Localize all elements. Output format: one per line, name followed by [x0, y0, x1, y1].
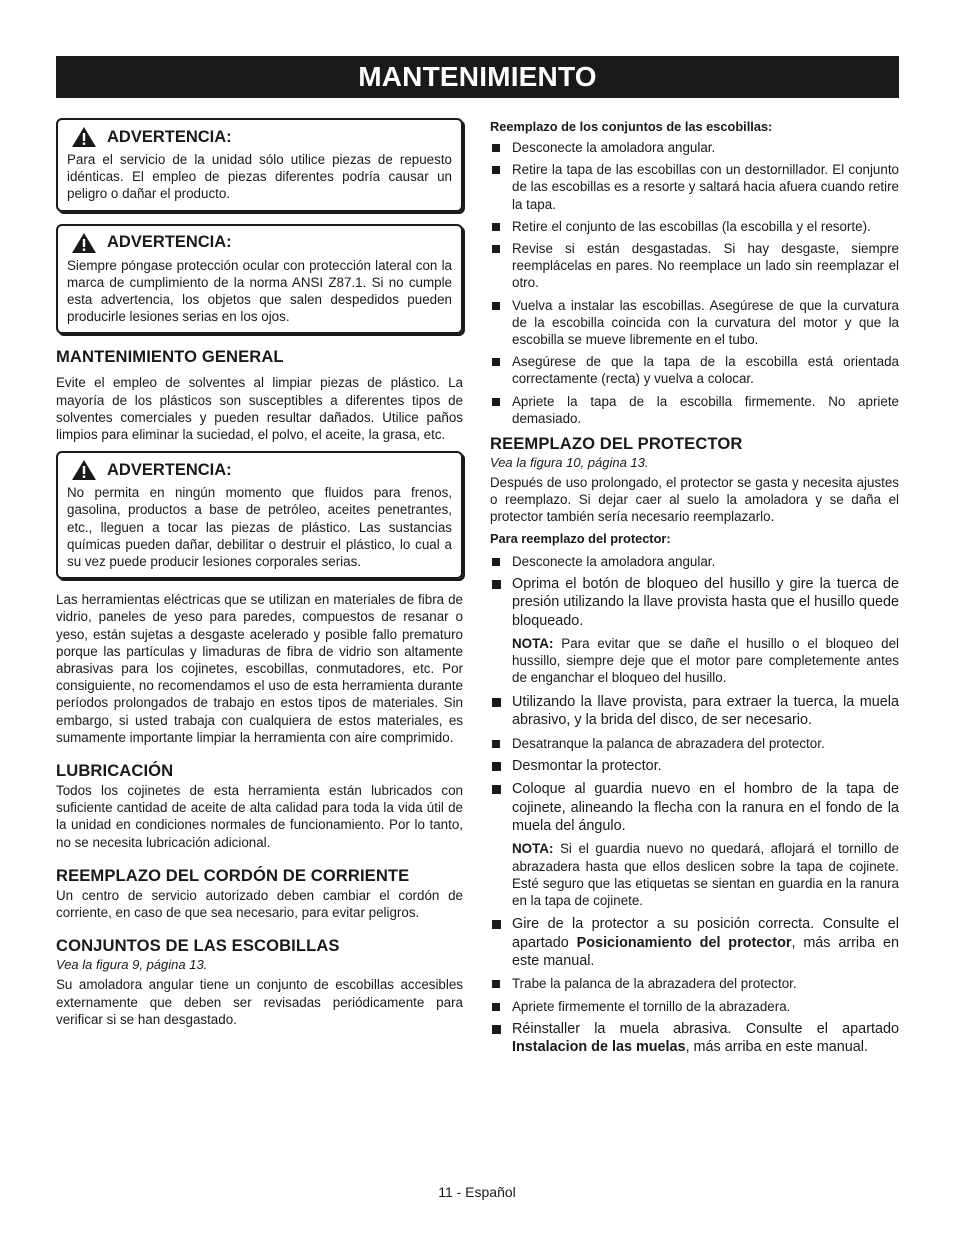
warning-triangle-icon	[71, 232, 97, 254]
warning-text: Para el servicio de la unidad sólo utilice piezas de repuesto idénticas. El empleo de piezas diferentes podría causar un peligro o dañar el producto.	[67, 152, 452, 202]
bullet-icon	[492, 920, 501, 929]
warning-text: Siempre póngase protección ocular con protección lateral con la marca de cumplimiento de la norma ANSI Z87.1. Si no cumple esta advertencia, los objetos que salen despedidos pueden producirle lesiones serias en los ojos.	[67, 257, 452, 325]
warning-title: ADVERTENCIA:	[107, 233, 232, 252]
warning-header	[67, 232, 452, 254]
list-item: Coloque al guardia nuevo en el hombro de la tapa de cojinete, alineando la flecha con la ranura en el fondo de la muela del ángulo.	[490, 780, 899, 835]
bullet-icon	[492, 580, 501, 589]
general-paragraph: Evite el empleo de solventes al limpiar piezas de plástico. La mayoría de los plásticos son susceptibles a diferentes tipos de solventes comerciales y pueden resultar dañados. Utilice paños limpios para eliminar la suciedad, el polvo, el aceite, la grasa, etc.	[56, 375, 463, 443]
list-item: Retire el conjunto de las escobillas (la escobilla y el resorte).	[490, 218, 899, 235]
guard-steps-list-cont	[490, 915, 899, 1056]
list-item: Desmontar la protector.	[490, 757, 899, 775]
cord-paragraph: Un centro de servicio autorizado deben cambiar el cordón de corriente, en caso de que sea necesario, para evitar peligros.	[56, 887, 463, 921]
bullet-icon	[492, 144, 500, 152]
bullet-icon	[492, 1003, 500, 1011]
list-item: Apriete firmemente el tornillo de la abrazadera.	[490, 998, 899, 1015]
warning-triangle-icon	[71, 126, 97, 148]
lubrication-paragraph: Todos los cojinetes de esta herramienta están lubricados con suficiente cantidad de aceite de alta calidad para toda la vida útil de la unidad en condiciones normales de funcionamiento. Por lo tanto, no se necesita lubricación adicional.	[56, 783, 463, 850]
bullet-icon	[492, 980, 500, 988]
page-footer: 11 - Español	[438, 1184, 516, 1200]
list-item: Retire la tapa de las escobillas con un destornillador. El conjunto de las escobillas es a resorte y saltará hacia afuera cuando retire la tapa.	[490, 161, 899, 213]
bullet-icon	[492, 785, 501, 794]
list-item: Desconecte la amoladora angular.	[490, 553, 899, 570]
list-item: Vuelva a instalar las escobillas. Asegúrese de que la curvatura de la escobilla coincida con la curvatura del motor y que la escobilla se mueve libremente en el tubo.	[490, 297, 899, 349]
warning-title: ADVERTENCIA:	[107, 127, 232, 146]
general-paragraph: Las herramientas eléctricas que se utilizan en materiales de fibra de vidrio, paneles de yeso para paredes, compuestos de resanar o yeso, están sujetas a desgaste acelerado y posible fallo prematuro porque las partículas y limaduras de fibra de vidrio son altamente abrasivas para los cojinetes, escobillas, conmutadores, etc. Por consiguiente, no recomendamos el uso de esta herramienta durante períodos prolongados de trabajo en estos tipos de materiales. Sin embargo, si usted trabaja con cualquiera de estos materiales, es sumamente importante limpiar la herramienta con aire comprimido.	[56, 592, 463, 745]
page-title: MANTENIMIENTO	[56, 56, 899, 98]
bullet-icon	[492, 698, 501, 707]
section-heading-cord: REEMPLAZO DEL CORDÓN DE CORRIENTE	[56, 865, 410, 885]
note: NOTA: Si el guardia nuevo no quedará, aflojará el tornillo de abrazadera hasta que ellos deslicen sobre la tapa de cojinete. Esté seguro que las etiquetas se sientan en guardia en la ranura en la tapa de cojinete.	[512, 841, 899, 908]
warning-header	[67, 126, 452, 148]
warning-text: No permita en ningún momento que fluidos para frenos, gasolina, productos a base de petróleo, aceites penetrantes, etc., lleguen a tocar las piezas de plástico. Las sustancias químicas pueden dañar, debilitar o destruir el plástico, lo cual a su vez puede producir lesiones corporales serias.	[67, 485, 452, 570]
section-heading-guard: REEMPLAZO DEL PROTECTOR	[490, 434, 743, 454]
bullet-icon	[492, 740, 500, 748]
list-item: Apriete la tapa de la escobilla firmemente. No apriete demasiado.	[490, 393, 899, 427]
warning-box	[56, 451, 463, 579]
bullet-icon	[492, 558, 500, 566]
list-item: Asegúrese de que la tapa de la escobilla está orientada correctamente (recta) y vuelva a colocar.	[490, 353, 899, 387]
brushes-paragraph: Su amoladora angular tiene un conjunto de escobillas accesibles externamente que deben ser revisadas periódicamente para verificar si se han desgastado.	[56, 977, 463, 1027]
section-heading-brushes: CONJUNTOS DE LAS ESCOBILLAS	[56, 936, 340, 956]
subheading-brush-replacement: Reemplazo de los conjuntos de las escobillas:	[490, 119, 773, 134]
bullet-icon	[492, 762, 501, 771]
warning-box	[56, 118, 463, 212]
bullet-icon	[492, 166, 500, 174]
figure-reference: Vea la figura 10, página 13.	[490, 455, 649, 471]
guard-steps-list	[490, 553, 899, 630]
subheading-guard-replacement: Para reemplazo del protector:	[490, 530, 671, 546]
section-heading-lubrication: LUBRICACIÓN	[56, 761, 174, 781]
bullet-icon	[492, 245, 500, 253]
bullet-icon	[492, 1025, 501, 1034]
list-item: Trabe la palanca de la abrazadera del protector.	[490, 975, 899, 992]
guard-steps-list-cont	[490, 693, 899, 836]
left-column	[56, 118, 463, 1028]
figure-reference: Vea la figura 9, página 13.	[56, 957, 208, 973]
list-item: Réinstaller la muela abrasiva. Consulte el apartado Instalacion de las muelas, más arriba en este manual.	[490, 1020, 899, 1057]
list-item: Utilizando la llave provista, para extraer la tuerca, la muela abrasivo, y la brida del disco, de ser necesario.	[490, 693, 899, 730]
list-item: Oprima el botón de bloqueo del husillo y gire la tuerca de presión utilizando la llave provista hasta que el husillo quede bloqueado.	[490, 575, 899, 630]
section-heading-general: MANTENIMIENTO GENERAL	[56, 347, 284, 367]
brush-steps-list	[490, 139, 899, 427]
list-item: Desconecte la amoladora angular.	[490, 139, 899, 156]
bullet-icon	[492, 223, 500, 231]
bullet-icon	[492, 358, 500, 366]
guard-paragraph: Después de uso prolongado, el protector se gasta y necesita ajustes o reemplazo. Si dejar caer al suelo la amoladora y se daña el protector también sería necesario reemplazarlo.	[490, 475, 899, 525]
warning-title: ADVERTENCIA:	[107, 460, 232, 479]
warning-triangle-icon	[71, 459, 97, 481]
list-item: Gire de la protector a su posición correcta. Consulte el apartado Posicionamiento del protector, más arriba en este manual.	[490, 915, 899, 970]
bullet-icon	[492, 398, 500, 406]
right-column	[490, 118, 899, 1062]
bullet-icon	[492, 302, 500, 310]
list-item: Revise si están desgastadas. Si hay desgaste, siempre reemplácelas en pares. No reemplace un lado sin reemplazar el otro.	[490, 240, 899, 292]
warning-header	[67, 459, 452, 481]
warning-box	[56, 224, 463, 335]
note: NOTA: Para evitar que se dañe el husillo o el bloqueo del hussillo, siempre deje que el motor pare completemente antes de enganchar el bloqueo del husillo.	[512, 636, 899, 686]
list-item: Desatranque la palanca de abrazadera del protector.	[490, 735, 899, 752]
